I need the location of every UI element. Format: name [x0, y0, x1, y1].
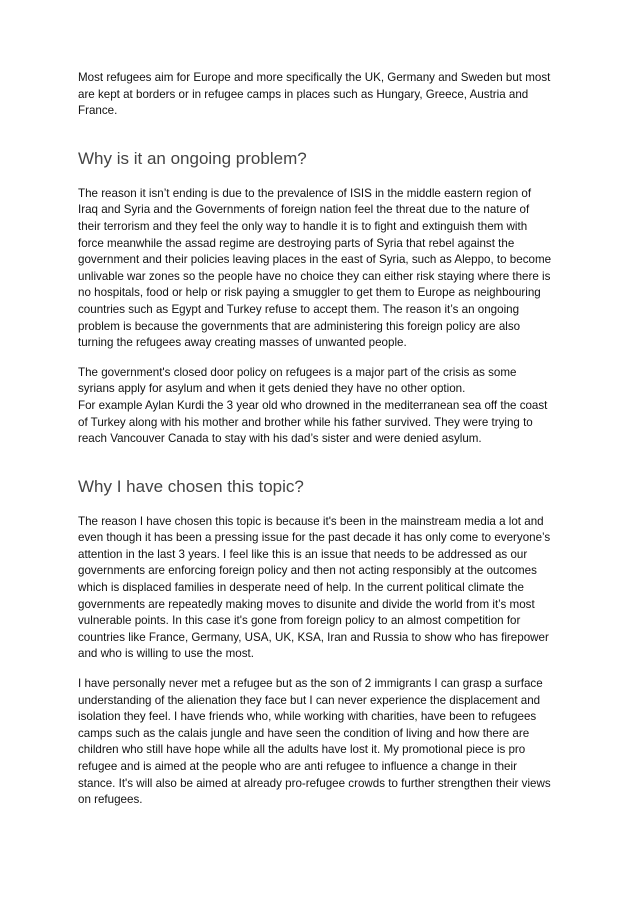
paragraph-intro [78, 70, 568, 120]
text-line: turning the refugees away creating masses of unwanted people. [78, 336, 407, 350]
text-line: The reason I have chosen this topic is because it's been in the mainstream media a lot and [78, 514, 544, 528]
text-line: are kept at borders or in refugee camps in places such as Hungary, Greece, Austria and [78, 87, 529, 101]
text-line: For example Aylan Kurdi the 3 year old who drowned in the mediterranean sea off the coast [78, 398, 548, 412]
text-line: Most refugees aim for Europe and more specifically the UK, Germany and Sweden but most [78, 71, 551, 84]
text-line: governments are repeatedly making moves to disunite and divide the world from it’s most [78, 597, 535, 611]
text-line: governments are enforcing foreign policy and then not acting responsibly at the outcomes [78, 564, 537, 578]
document-body [78, 70, 568, 809]
text-line: unlivable war zones so the people have no choice they can either risk staying where there is [78, 269, 551, 283]
paragraph-closed-door-policy [78, 365, 568, 448]
text-line: problem is because the governments that are administering this foreign policy are also [78, 319, 521, 333]
text-line: camps such as the calais jungle and have seen the condition of living and how there are [78, 726, 530, 740]
text-line: countries like France, Germany, USA, UK, KSA, Iran and Russia to show who has firepower [78, 630, 549, 644]
text-line: France. [78, 104, 118, 118]
heading-ongoing-problem: Why is it an ongoing problem? [78, 148, 307, 168]
text-line: I have personally never met a refugee but as the son of 2 immigrants I can grasp a surface [78, 677, 543, 691]
text-line: refugee and is aimed at the people who are anti refugee to influence a change in their [78, 760, 517, 773]
text-line: their terrorism and they feel the only way to handle it is to fight and extinguish them with [78, 219, 528, 233]
text-line: countries such as Egypt and Turkey refuse to accept them. The reason it’s an ongoing [78, 302, 520, 316]
text-line: and who is willing to use the most. [78, 647, 254, 661]
text-line: on refugees. [78, 793, 143, 807]
paragraph-ongoing-reason [78, 186, 568, 352]
text-line: vulnerable points. In this case it's gone from foreign policy to an almost competition for [78, 614, 521, 628]
text-line: syrians apply for asylum and when it gets denied they have no other option. [78, 382, 466, 396]
text-line: reach Vancouver Canada to stay with his dad’s sister and were denied asylum. [78, 432, 482, 446]
paragraph-topic-reason [78, 514, 568, 663]
text-line: isolation they feel. I have friends who, while working with charities, have been to refugees [78, 710, 537, 724]
text-line: no hospitals, food or help or risk paying a smuggler to get them to Europe as neighbouring [78, 286, 541, 300]
text-line: even though it has been a pressing issue for the past decade it has only come to everyone’s [78, 531, 551, 545]
text-line: of Turkey along with his mother and brother while his father survived. They were trying to [78, 415, 533, 429]
text-line: The government's closed door policy on refugees is a major part of the crisis as some [78, 365, 517, 379]
heading-chosen-topic: Why I have chosen this topic? [78, 476, 304, 496]
text-line: government and their policies leaving places in the east of Syria, such as Aleppo, to become [78, 253, 552, 267]
text-line: The reason it isn’t ending is due to the prevalence of ISIS in the middle eastern region of [78, 186, 532, 200]
text-line: force meanwhile the assad regime are destroying parts of Syria that rebel against the [78, 236, 515, 250]
text-line: children who still have hope while all the adults have lost it. My promotional piece is pro [78, 743, 526, 757]
paragraph-personal-experience [78, 676, 568, 809]
text-line: Iraq and Syria and the Governments of foreign nation feel the threat due to the nature of [78, 203, 530, 217]
text-line: attention in the last 3 years. I feel like this is an issue that needs to be addressed as our [78, 547, 528, 561]
text-line: which is displaced families in desperate need of help. In the current political climate the [78, 581, 524, 595]
text-line: understanding of the alienation they face but I can never experience the displacement and [78, 693, 541, 707]
text-line: stance. It's will also be aimed at already pro-refugee crowds to further strengthen their views [78, 776, 551, 790]
